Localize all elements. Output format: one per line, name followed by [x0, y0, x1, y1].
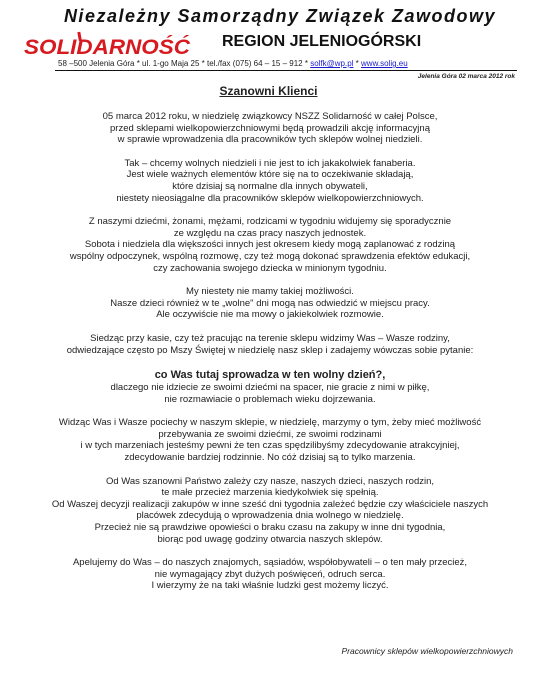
text-line: I wierzymy że na taki właśnie ludzki gest możemy liczyć. — [151, 580, 389, 592]
paragraph — [20, 368, 520, 405]
text-line: Od Waszej decyzji realizacji zakupów w inne sześć dni tygodnia zależeć będzie czy właściciele naszych — [51, 498, 489, 510]
text-line: przebywania ze swoimi dziećmi, ze swoimi rodzinami — [158, 428, 382, 440]
text-line: placówek zdecydują o wprowadzenia dnia wolnego w niedzielę. — [136, 510, 404, 522]
text-line: Sobota i niedziela dla większości innych jest okresem kiedy mogą zaplanować z rodziną — [84, 239, 456, 251]
email-link[interactable]: solfk@wp.pl — [310, 59, 354, 68]
text-line: ze względu na czas pracy naszych jednostek. — [173, 227, 367, 239]
text-line: wspólny odpoczynek, wspólną rozmowę, czy też mogą dokonać sprawdzenia efektów edukacji, — [69, 250, 471, 262]
text-line: niestety nieosiągalne dla pracowników sklepów wielkopowierzchniowych. — [116, 192, 424, 204]
text-line: Siedząc przy kasie, czy też pracując na terenie sklepu widzimy Was – Wasze rodziny, — [90, 332, 450, 344]
letter-heading — [0, 84, 537, 98]
document-date: Jelenia Góra 02 marca 2012 rok — [417, 73, 515, 80]
signature: Pracownicy sklepów wielkopowierzchniowych — [341, 646, 513, 656]
address-text: 58 –500 Jelenia Góra * ul. 1-go Maja 25 * tel./fax (075) 64 – 15 – 912 — [58, 59, 303, 68]
website-link[interactable]: www.solig.eu — [361, 59, 408, 68]
paragraph — [20, 216, 520, 274]
email-separator: * — [304, 59, 311, 68]
paragraph — [20, 286, 520, 321]
solidarnosc-logo — [20, 30, 195, 60]
text-line: i w tych marzeniach jesteśmy pewni że ten czas spędzilibyśmy zdecydowanie atrakcyjniej, — [80, 440, 460, 452]
text-line: odwiedzające często po Mszy Świętej w niedzielę nasz sklep i zadajemy wówczas sobie pytanie: — [66, 344, 474, 356]
paragraph — [20, 557, 520, 592]
text-line: czy zachowania swojego dziecka w minionym tygodniu. — [153, 262, 387, 274]
text-line: Przecież nie są prawdziwe opowieści o braku czasu na zakupy w inne dni tygodnia, — [94, 522, 446, 534]
text-line: które dzisiaj są normalne dla innych obywateli, — [172, 180, 368, 192]
paragraph — [20, 417, 520, 463]
text-line: Z naszymi dziećmi, żonami, mężami, rodzicami w tygodniu widujemy się sporadycznie — [88, 216, 452, 228]
paragraph — [20, 476, 520, 546]
text-line: Widząc Was i Wasze pociechy w naszym sklepie, w niedzielę, marzymy o tym, żeby mieć możliwość — [58, 417, 482, 429]
text-line: My niestety nie mamy takiej możliwości. — [186, 286, 354, 298]
text-line: nie wymagający zbyt dużych poświęceń, odruch serca. — [154, 568, 386, 580]
paragraph — [20, 158, 520, 204]
region-name: REGION JELENIOGÓRSKI — [222, 33, 422, 50]
text-line: Od Was szanowni Państwo zależy czy nasze, naszych dzieci, naszych rodzin, — [105, 475, 435, 487]
paragraph — [20, 111, 520, 146]
text-line: nie rozmawiacie o problemach wieku dojrzewania. — [164, 393, 376, 405]
text-line: przed sklepami wielkopowierzchniowymi będą prowadzili akcję informacyjną — [110, 122, 430, 134]
letter-heading-text: Szanowni Klienci — [219, 84, 318, 98]
text-line: 05 marca 2012 roku, w niedzielę związkowcy NSZZ Solidarność w całej Polsce, — [102, 111, 438, 122]
contact-line — [58, 59, 408, 68]
text-line: Nasze dzieci również w te „wolne" dni mogą nas odwiedzić w miejscu pracy. — [110, 297, 430, 309]
website-separator: * — [355, 59, 362, 68]
union-name: Niezależny Samorządny Związek Zawodowy — [63, 6, 497, 26]
text-line: biorąc pod uwagę godziny otwarcia naszych sklepów. — [157, 533, 383, 545]
text-line: Apelujemy do Was – do naszych znajomych, sąsiadów, współobywateli – o ten mały przecież, — [72, 557, 468, 569]
text-line: Ale oczywiście nie ma mowy o jakiekolwiek rozmowie. — [156, 309, 384, 321]
text-line: te małe przecież marzenia kiedykolwiek się spełnią. — [161, 487, 379, 499]
text-line: Tak – chcemy wolnych niedzieli i nie jest to ich jakakolwiek fanaberia. — [124, 157, 416, 169]
header-divider — [55, 70, 517, 71]
text-line: Jest wiele ważnych elementów które się na to oczekiwanie składają, — [126, 169, 414, 181]
question-line: co Was tutaj sprowadza w ten wolny dzień?, — [154, 369, 386, 382]
text-line: dlaczego nie idziecie ze swoimi dziećmi na spacer, nie gracie z nimi w piłkę, — [110, 382, 430, 394]
letter-body — [20, 111, 520, 604]
text-line: w sprawie wprowadzenia dla pracowników tych sklepów wolnej niedzieli. — [117, 134, 423, 146]
logo-wordmark: SOLIDARNOŚĆ — [24, 36, 180, 59]
paragraph — [20, 333, 520, 356]
text-line: zdecydowanie bardziej rodzinnie. No cóż dzisiaj są to tylko marzenia. — [124, 452, 416, 464]
